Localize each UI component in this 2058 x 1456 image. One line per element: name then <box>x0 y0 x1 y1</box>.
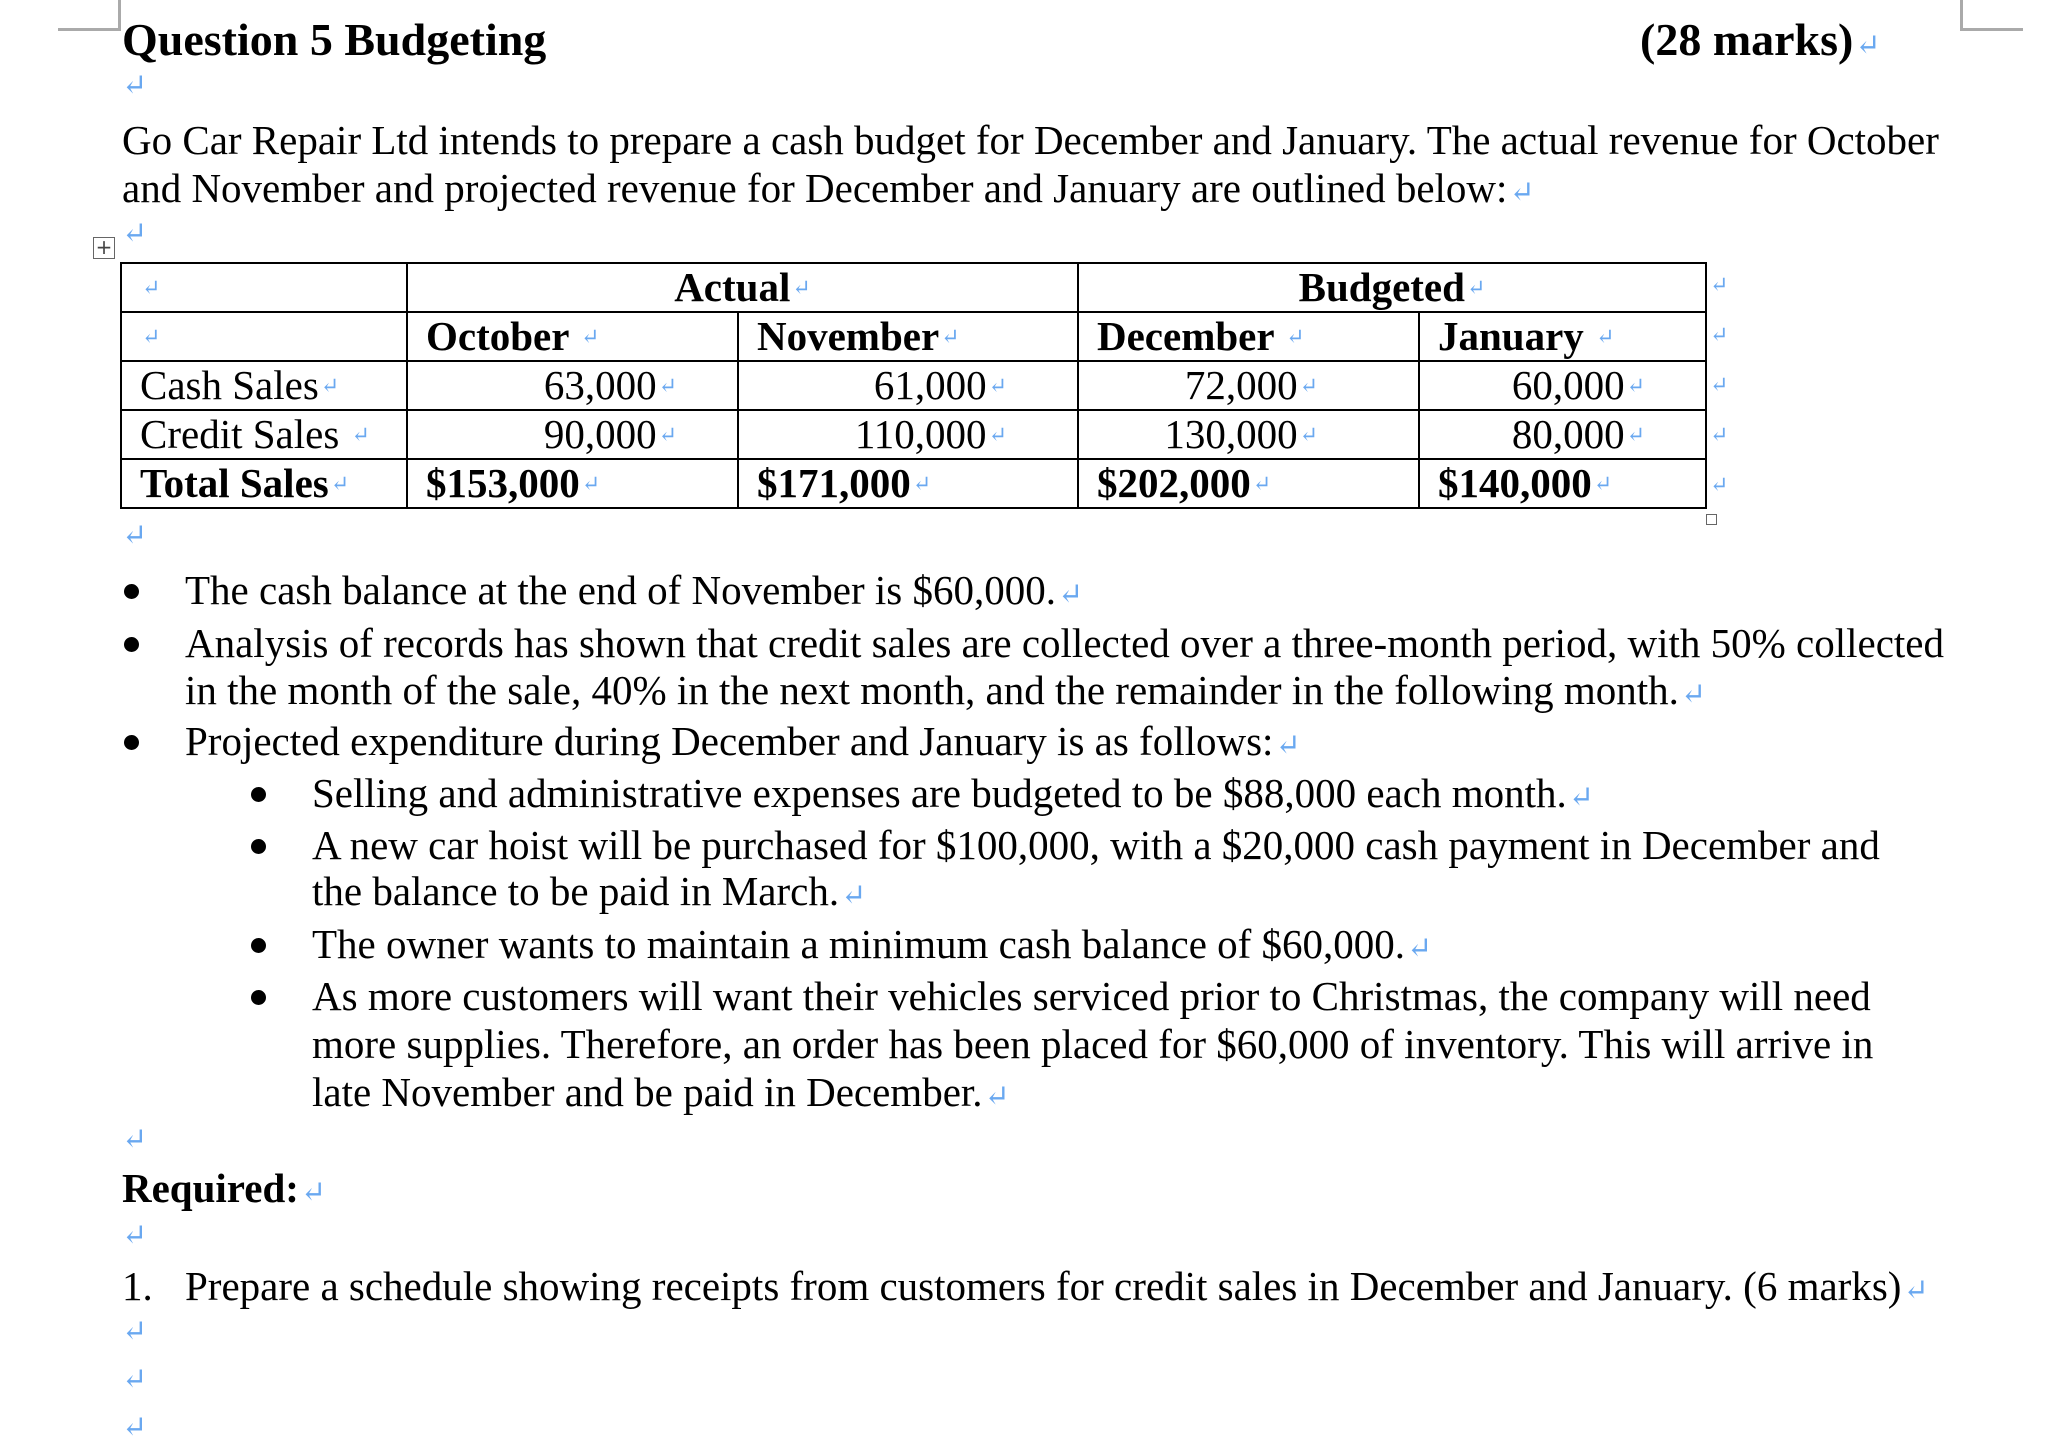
table-cell-empty: ↵ <box>121 263 407 312</box>
paragraph-mark-icon: ↵ <box>122 519 148 552</box>
sub-bullet-item-continuation: the balance to be paid in March.↵ <box>312 868 867 914</box>
table-cell: 63,000↵ <box>407 361 738 410</box>
bullet-icon <box>124 584 139 599</box>
paragraph-mark-icon: ↵ <box>1855 29 1881 62</box>
row-label: Total Sales↵ <box>121 459 407 508</box>
paragraph-mark-icon: ↵ <box>122 217 148 250</box>
required-heading: Required:↵ <box>122 1165 327 1211</box>
group-header-actual: Actual↵ <box>407 263 1078 312</box>
paragraph-mark-icon: ↵ <box>122 1363 148 1396</box>
row-end-mark-icon: ↵ <box>1710 322 1729 347</box>
table-cell: 72,000↵ <box>1078 361 1419 410</box>
column-header: January ↵ <box>1419 312 1706 361</box>
table-cell: $153,000↵ <box>407 459 738 508</box>
sub-bullet-item-continuation: late November and be paid in December.↵ <box>312 1069 1010 1115</box>
row-end-mark-icon: ↵ <box>1710 372 1729 397</box>
column-header: December ↵ <box>1078 312 1419 361</box>
table-cell: $140,000↵ <box>1419 459 1706 508</box>
table-cell: 130,000↵ <box>1078 410 1419 459</box>
required-item-number: 1. <box>122 1263 153 1309</box>
table-cell: 110,000↵ <box>738 410 1078 459</box>
paragraph-mark-icon: ↵ <box>122 1315 148 1348</box>
table-cell: $202,000↵ <box>1078 459 1419 508</box>
paragraph-mark-icon: ↵ <box>122 1123 148 1156</box>
table-cell: 80,000↵ <box>1419 410 1706 459</box>
column-header: October ↵ <box>407 312 738 361</box>
sub-bullet-item: As more customers will want their vehicles serviced prior to Christmas, the company will need <box>312 973 1871 1019</box>
sub-bullet-icon <box>251 938 266 953</box>
row-end-mark-icon: ↵ <box>1710 472 1729 497</box>
sub-bullet-item: Selling and administrative expenses are budgeted to be $88,000 each month.↵ <box>312 770 1594 816</box>
required-item: Prepare a schedule showing receipts from customers for credit sales in December and January. (6 marks)↵ <box>185 1263 1929 1309</box>
intro-line <box>122 164 1535 217</box>
page-corner-mark <box>58 0 121 31</box>
row-end-mark-icon: ↵ <box>1710 272 1729 297</box>
table-cell: 61,000↵ <box>738 361 1078 410</box>
paragraph-mark-icon: ↵ <box>122 1411 148 1444</box>
row-label: Credit Sales ↵ <box>121 410 407 459</box>
revenue-table <box>120 262 1707 509</box>
sub-bullet-icon <box>251 839 266 854</box>
row-label: Cash Sales↵ <box>121 361 407 410</box>
sub-bullet-icon <box>251 990 266 1005</box>
table-group-header-row <box>121 263 1706 312</box>
table-cell-empty: ↵ <box>121 312 407 361</box>
sub-bullet-item: A new car hoist will be purchased for $100,000, with a $20,000 cash payment in December and <box>312 822 1880 868</box>
paragraph-mark-icon: ↵ <box>1509 176 1535 209</box>
row-end-mark-icon: ↵ <box>1710 422 1729 447</box>
bullet-item: The cash balance at the end of November is $60,000.↵ <box>185 567 1084 613</box>
page-corner-mark <box>1960 0 2023 31</box>
sub-bullet-item: The owner wants to maintain a minimum cash balance of $60,000.↵ <box>312 921 1433 967</box>
sub-bullet-item-continuation: more supplies. Therefore, an order has been placed for $60,000 of inventory. This will arrive in <box>312 1021 1874 1067</box>
table-row <box>121 361 1706 410</box>
table-cell: 60,000↵ <box>1419 361 1706 410</box>
intro-text: and November and projected revenue for December and January are outlined below: <box>122 165 1508 211</box>
question-title <box>122 16 546 64</box>
sub-bullet-icon <box>251 787 266 802</box>
paragraph-mark-icon: ↵ <box>122 1219 148 1252</box>
title-text: Question 5 Budgeting <box>122 14 547 65</box>
question-marks <box>1640 16 1881 70</box>
group-header-budgeted: Budgeted↵ <box>1078 263 1706 312</box>
paragraph-mark-icon: ↵ <box>122 69 148 102</box>
table-row-total <box>121 459 1706 508</box>
bullet-item-continuation: in the month of the sale, 40% in the next month, and the remainder in the following month.↵ <box>185 667 1707 713</box>
table-cell: $171,000↵ <box>738 459 1078 508</box>
column-header: November↵ <box>738 312 1078 361</box>
table-cell: 90,000↵ <box>407 410 738 459</box>
bullet-icon <box>124 735 139 750</box>
bullet-item: Projected expenditure during December and January is as follows:↵ <box>185 718 1301 764</box>
table-move-handle-icon[interactable]: + <box>93 237 115 259</box>
table-month-header-row <box>121 312 1706 361</box>
table-resize-handle[interactable] <box>1706 514 1717 525</box>
table-row <box>121 410 1706 459</box>
marks-text: (28 marks) <box>1640 14 1854 65</box>
bullet-icon <box>124 637 139 652</box>
intro-line: Go Car Repair Ltd intends to prepare a cash budget for December and January. The actual revenue for October <box>122 117 1939 163</box>
bullet-item: Analysis of records has shown that credit sales are collected over a three-month period, with 50% collected <box>185 620 1944 666</box>
